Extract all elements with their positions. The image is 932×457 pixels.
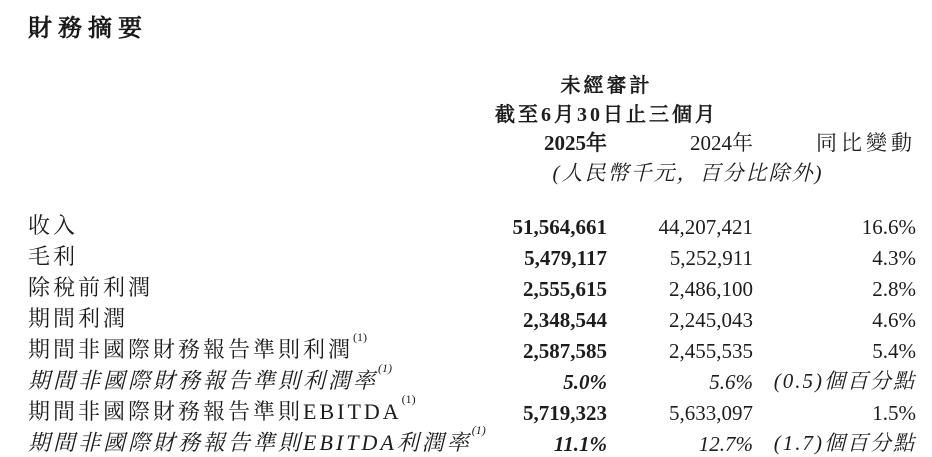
value-change: 5.4% bbox=[872, 339, 916, 363]
table-row-non-ifrs-profit-margin bbox=[28, 364, 916, 395]
value-2025: 5,479,117 bbox=[524, 246, 607, 270]
value-change: 4.3% bbox=[872, 246, 916, 270]
value-2025: 11.1% bbox=[553, 432, 607, 456]
value-2025: 2,348,544 bbox=[523, 308, 607, 332]
header-row-years bbox=[28, 127, 916, 157]
table-row-non-ifrs-ebitda-margin bbox=[28, 426, 916, 457]
value-2025: 5.0% bbox=[563, 370, 607, 394]
col-header-yoy-change: 同比變動 bbox=[816, 131, 916, 155]
footnote-marker: (1) bbox=[353, 330, 368, 344]
value-change: 16.6% bbox=[861, 215, 916, 239]
row-label: 期間非國際財務報告準則EBITDA利潤率 bbox=[28, 430, 472, 455]
col-header-2025: 2025年 bbox=[544, 131, 607, 155]
financial-summary-table bbox=[28, 68, 916, 457]
footnote-marker: (1) bbox=[471, 423, 486, 437]
value-change: 1.5% bbox=[872, 401, 916, 425]
period-label: 截至6月30日止三個月 bbox=[495, 104, 718, 126]
value-change: 4.6% bbox=[872, 308, 916, 332]
header-row-unit-note bbox=[28, 157, 916, 187]
row-label: 期間非國際財務報告準則利潤率 bbox=[28, 368, 379, 393]
table-row-revenue bbox=[28, 209, 916, 240]
value-2024: 5.6% bbox=[709, 370, 753, 394]
header-row-unaudited bbox=[28, 68, 916, 98]
value-2025: 51,564,661 bbox=[512, 215, 607, 239]
row-label: 毛利 bbox=[28, 244, 79, 269]
value-2024: 2,455,535 bbox=[669, 339, 753, 363]
header-row-period bbox=[28, 98, 916, 127]
value-change: 2.8% bbox=[872, 277, 916, 301]
row-label: 除稅前利潤 bbox=[28, 275, 154, 300]
row-label: 期間非國際財務報告準則利潤 bbox=[28, 337, 354, 362]
spacer-row bbox=[28, 187, 916, 209]
table-row-non-ifrs-ebitda bbox=[28, 395, 916, 426]
table-row-gross-profit bbox=[28, 240, 916, 271]
footnote-marker: (1) bbox=[401, 392, 416, 406]
value-2024: 12.7% bbox=[698, 432, 753, 456]
col-header-2024: 2024年 bbox=[690, 131, 753, 155]
value-2024: 5,633,097 bbox=[669, 401, 753, 425]
table-row-profit-for-period bbox=[28, 302, 916, 333]
value-2024: 44,207,421 bbox=[658, 215, 753, 239]
row-label: 收入 bbox=[28, 213, 79, 238]
value-change: (0.5)個百分點 bbox=[773, 369, 916, 393]
value-change: (1.7)個百分點 bbox=[773, 431, 916, 455]
row-label: 期間利潤 bbox=[28, 306, 129, 331]
value-2025: 2,587,585 bbox=[523, 339, 607, 363]
page-title: 財務摘要 bbox=[28, 15, 148, 42]
footnote-marker: (1) bbox=[378, 361, 393, 375]
row-label: 期間非國際財務報告準則EBITDA bbox=[28, 399, 402, 424]
value-2025: 5,719,323 bbox=[523, 401, 607, 425]
value-2024: 2,245,043 bbox=[669, 308, 753, 332]
value-2024: 2,486,100 bbox=[669, 277, 753, 301]
table-row-non-ifrs-profit bbox=[28, 333, 916, 364]
table-row-profit-before-tax bbox=[28, 271, 916, 302]
value-2025: 2,555,615 bbox=[523, 277, 607, 301]
value-2024: 5,252,911 bbox=[669, 246, 753, 270]
unaudited-label: 未經審計 bbox=[560, 75, 653, 97]
unit-note: (人民幣千元，百分比除外) bbox=[552, 161, 824, 185]
